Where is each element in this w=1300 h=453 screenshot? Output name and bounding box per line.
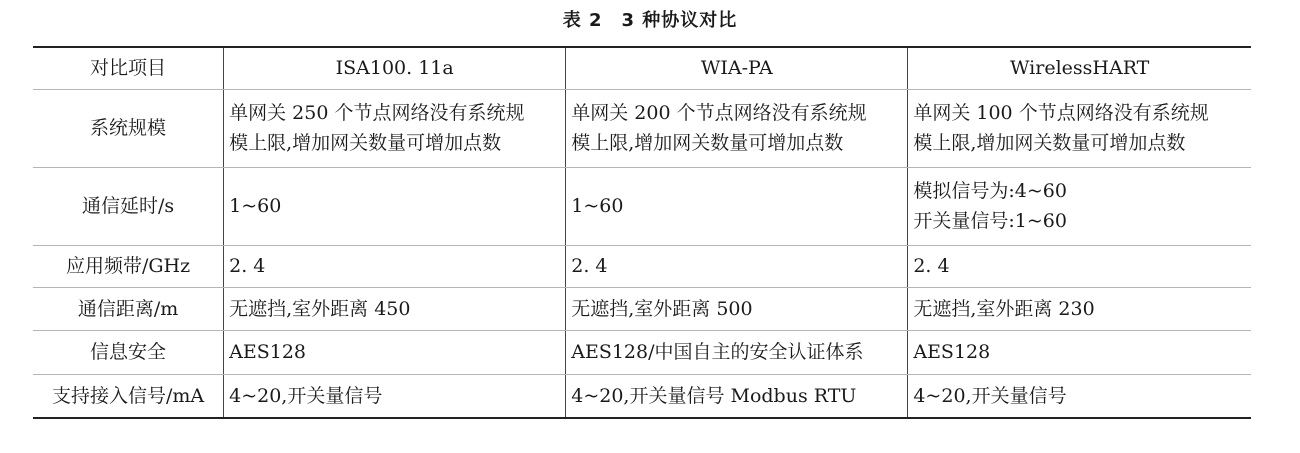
cell-hart-distance: 无遮挡,室外距离 230 xyxy=(908,287,1251,330)
cell-isa-system-scale: 单网关 250 个节点网络没有系统规 模上限,增加网关数量可增加点数 xyxy=(224,89,566,167)
table-header-row xyxy=(33,47,1251,89)
header-comparison-item: 对比项目 xyxy=(33,47,224,89)
table-row xyxy=(33,374,1251,418)
cell-hart-input-signal: 4~20,开关量信号 xyxy=(908,374,1251,418)
header-wia-pa: WIA-PA xyxy=(566,47,908,89)
table-row xyxy=(33,89,1251,167)
cell-isa-input-signal: 4~20,开关量信号 xyxy=(224,374,566,418)
table-row xyxy=(33,245,1251,287)
cell-wia-security: AES128/中国自主的安全认证体系 xyxy=(566,330,908,374)
table-caption: 表 2 3 种协议对比 xyxy=(562,10,738,31)
header-isa100: ISA100. 11a xyxy=(224,47,566,89)
cell-wia-frequency-band: 2. 4 xyxy=(566,245,908,287)
row-label-frequency-band: 应用频带/GHz xyxy=(33,245,224,287)
row-label-input-signal: 支持接入信号/mA xyxy=(33,374,224,418)
cell-isa-security: AES128 xyxy=(224,330,566,374)
cell-hart-security: AES128 xyxy=(908,330,1251,374)
cell-wia-latency: 1~60 xyxy=(566,167,908,245)
table-row xyxy=(33,330,1251,374)
cell-isa-distance: 无遮挡,室外距离 450 xyxy=(224,287,566,330)
protocol-comparison-table xyxy=(33,46,1251,419)
row-label-latency: 通信延时/s xyxy=(33,167,224,245)
cell-wia-system-scale: 单网关 200 个节点网络没有系统规 模上限,增加网关数量可增加点数 xyxy=(566,89,908,167)
row-label-security: 信息安全 xyxy=(33,330,224,374)
cell-hart-frequency-band: 2. 4 xyxy=(908,245,1251,287)
table-row xyxy=(33,167,1251,245)
row-label-distance: 通信距离/m xyxy=(33,287,224,330)
table-row xyxy=(33,287,1251,330)
cell-wia-distance: 无遮挡,室外距离 500 xyxy=(566,287,908,330)
cell-hart-system-scale: 单网关 100 个节点网络没有系统规 模上限,增加网关数量可增加点数 xyxy=(908,89,1251,167)
header-wirelesshart: WirelessHART xyxy=(908,47,1251,89)
cell-hart-latency: 模拟信号为:4~60 开关量信号:1~60 xyxy=(908,167,1251,245)
cell-wia-input-signal: 4~20,开关量信号 Modbus RTU xyxy=(566,374,908,418)
row-label-system-scale: 系统规模 xyxy=(33,89,224,167)
cell-isa-frequency-band: 2. 4 xyxy=(224,245,566,287)
cell-isa-latency: 1~60 xyxy=(224,167,566,245)
